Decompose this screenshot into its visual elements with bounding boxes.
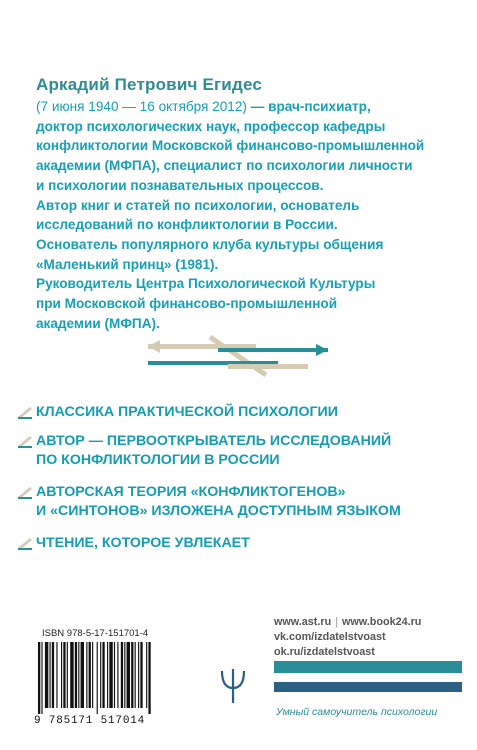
publisher-links [274, 615, 464, 660]
barcode-bar [38, 642, 40, 714]
author-name: Аркадий Петрович Егидес [36, 75, 263, 94]
link-ast[interactable]: www.ast.ru [274, 616, 332, 628]
bio-line-6: исследований по конфликтологии в России. [36, 217, 338, 233]
barcode-bar [135, 642, 136, 708]
barcode-bar [109, 642, 112, 708]
barcode-digits: 9 785171 517014 [34, 715, 146, 727]
barcode-bar [78, 642, 79, 708]
barcode-bar [45, 642, 48, 708]
bio-line-5: Автор книг и статей по психологии, основатель [36, 197, 360, 213]
barcode-bar [67, 642, 68, 708]
arrow-bullet-icon [18, 487, 32, 499]
bio-line-9: Руководитель Центра Психологической Культуры [36, 276, 376, 292]
bio-line-0: (7 июня 1940 — 16 октября 2012) — врач-психиатр, [36, 99, 371, 114]
bio-line-2: конфликтологии Московской финансово-промышленной [36, 138, 425, 154]
bio-line-8: «Маленький принц» (1981). [36, 256, 219, 272]
barcode-bar [89, 642, 91, 708]
bio-line-3: академии (МФПА), специалист по психологии личности [36, 158, 413, 174]
point-text: ПО КОНФЛИКТОЛОГИИ В РОССИИ [36, 452, 280, 468]
isbn-barcode-block [34, 628, 204, 732]
barcode-bar [114, 642, 115, 708]
blue-band [274, 682, 462, 692]
point-text: И «СИНТОНОВ» ИЗЛОЖЕНА ДОСТУПНЫМ ЯЗЫКОМ [36, 503, 401, 519]
bio-line-4: и психологии познавательных процессов. [36, 177, 324, 193]
series-name: Умный самоучитель психологии [276, 706, 438, 718]
barcode-bar [41, 642, 42, 714]
bio-line-10: при Московской финансово-промышленной [36, 296, 338, 312]
point-text: АВТОР — ПЕРВООТКРЫВАТЕЛЬ ИССЛЕДОВАНИЙ [36, 433, 392, 449]
barcode-bar [102, 642, 104, 708]
barcode-bar [117, 642, 118, 708]
barcode-bar [138, 642, 139, 708]
bio-line-7: Основатель популярного клуба культуры общения [36, 236, 384, 252]
barcode-bar [50, 642, 51, 708]
link-ok[interactable]: ok.ru/izdatelstvoast [274, 646, 375, 658]
barcode-bar [92, 642, 93, 708]
barcode-bar [100, 642, 101, 708]
barcode-bar [140, 642, 142, 708]
barcode-bar [61, 642, 62, 708]
author-bio [36, 97, 456, 333]
barcode-bar [97, 642, 98, 714]
barcode-bar [52, 642, 54, 708]
link-book24[interactable]: www.book24.ru [342, 616, 422, 628]
barcode-bar [81, 642, 84, 708]
isbn-number: ISBN 978-5-17-151701-4 [42, 628, 149, 639]
arrows-divider-icon [148, 335, 328, 377]
barcode-bar [146, 642, 147, 708]
barcode-bar [70, 642, 73, 708]
barcode-bar [127, 642, 130, 708]
barcode-bar [75, 642, 77, 708]
arrow-bullet-icon [18, 538, 32, 550]
barcode-bar [86, 642, 87, 708]
point-text: АВТОРСКАЯ ТЕОРИЯ «КОНФЛИКТОГЕНОВ» [36, 484, 346, 500]
barcode-bar [56, 642, 57, 708]
barcode-icon [34, 642, 204, 714]
point-text: КЛАССИКА ПРАКТИЧЕСКОЙ ПСИХОЛОГИИ [36, 404, 338, 420]
arrow-bullet-icon [18, 436, 32, 448]
link-vk[interactable]: vk.com/izdatelstvoast [274, 631, 386, 643]
barcode-bar [124, 642, 125, 708]
bio-line-1: доктор психологических наук, профессор кафедры [36, 118, 386, 134]
barcode-bar [121, 642, 123, 708]
links-row: www.ast.ru | www.book24.ru [274, 616, 422, 628]
barcode-bar [63, 642, 65, 708]
teal-band [274, 661, 462, 673]
barcode-bar [148, 642, 150, 714]
arrow-bullet-icon [18, 407, 32, 419]
barcode-bar [131, 642, 133, 708]
bio-line-11: академии (МФПА). [36, 315, 160, 331]
point-text: ЧТЕНИЕ, КОТОРОЕ УВЛЕКАЕТ [36, 535, 250, 551]
barcode-bar [107, 642, 108, 708]
psi-logo-icon [219, 668, 247, 704]
